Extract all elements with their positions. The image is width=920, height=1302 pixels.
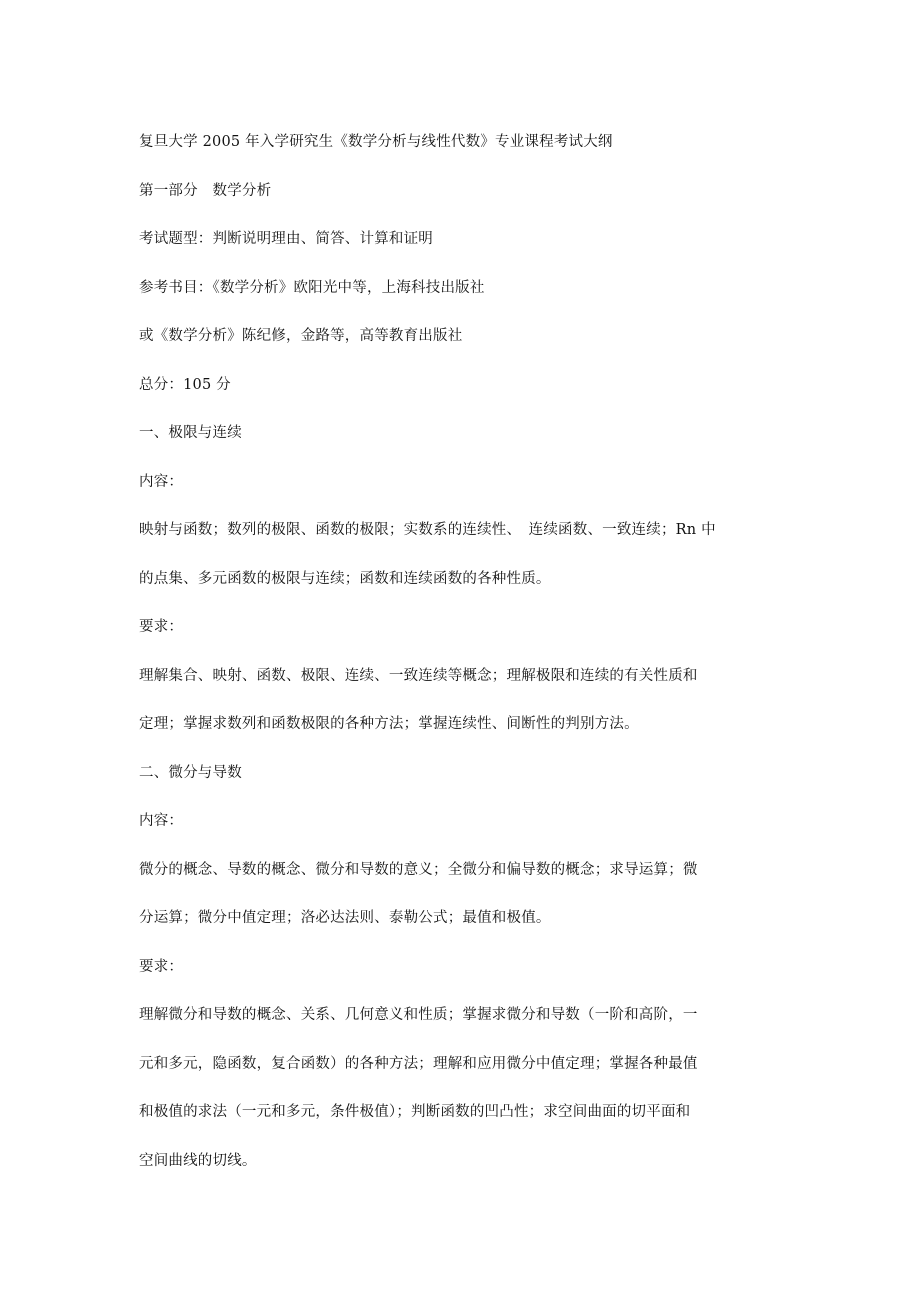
section-heading-derivatives: 二、微分与导数 bbox=[139, 764, 242, 781]
paragraph-line: 和极值的求法（一元和多元，条件极值）；判断函数的凹凸性；求空间曲面的切平面和 bbox=[139, 1104, 691, 1120]
paragraph-line: 理解集合、映射、函数、极限、连续、一致连续等概念；理解极限和连续的有关性质和 bbox=[139, 667, 698, 684]
paragraph-line: 空间曲线的切线。 bbox=[139, 1152, 257, 1169]
document-page bbox=[139, 118, 744, 1185]
paragraph-line: 定理；掌握求数列和函数极限的各种方法；掌握连续性、间断性的判别方法。 bbox=[139, 716, 639, 732]
total-score: 总分：105 分 bbox=[139, 376, 231, 393]
paragraph-line: 理解微分和导数的概念、关系、几何意义和性质；掌握求微分和导数（一阶和高阶，一 bbox=[139, 1007, 698, 1023]
document-title: 复旦大学 2005 年入学研究生《数学分析与线性代数》专业课程考试大纲 bbox=[139, 134, 613, 150]
reference-book-1: 参考书目：《数学分析》欧阳光中等，上海科技出版社 bbox=[139, 279, 485, 296]
requirements-label: 要求： bbox=[139, 958, 184, 975]
content-label: 内容： bbox=[139, 813, 184, 829]
paragraph-line: 分运算；微分中值定理；洛必达法则、泰勒公式；最值和极值。 bbox=[139, 910, 551, 926]
part-heading: 第一部分 数学分析 bbox=[139, 182, 272, 199]
content-label: 内容： bbox=[139, 473, 184, 490]
exam-question-types: 考试题型：判断说明理由、简答、计算和证明 bbox=[139, 231, 433, 247]
paragraph-line: 元和多元，隐函数，复合函数）的各种方法；理解和应用微分中值定理；掌握各种最值 bbox=[139, 1055, 698, 1072]
paragraph-line: 的点集、多元函数的极限与连续；函数和连续函数的各种性质。 bbox=[139, 570, 551, 587]
section-heading-limits: 一、极限与连续 bbox=[139, 425, 242, 441]
paragraph-line: 映射与函数；数列的极限、函数的极限；实数系的连续性、 连续函数、一致连续；Rn 中 bbox=[139, 522, 716, 538]
requirements-label: 要求： bbox=[139, 619, 184, 635]
reference-book-2: 或《数学分析》陈纪修，金路等，高等教育出版社 bbox=[139, 328, 463, 344]
paragraph-line: 微分的概念、导数的概念、微分和导数的意义；全微分和偏导数的概念；求导运算；微 bbox=[139, 861, 698, 878]
